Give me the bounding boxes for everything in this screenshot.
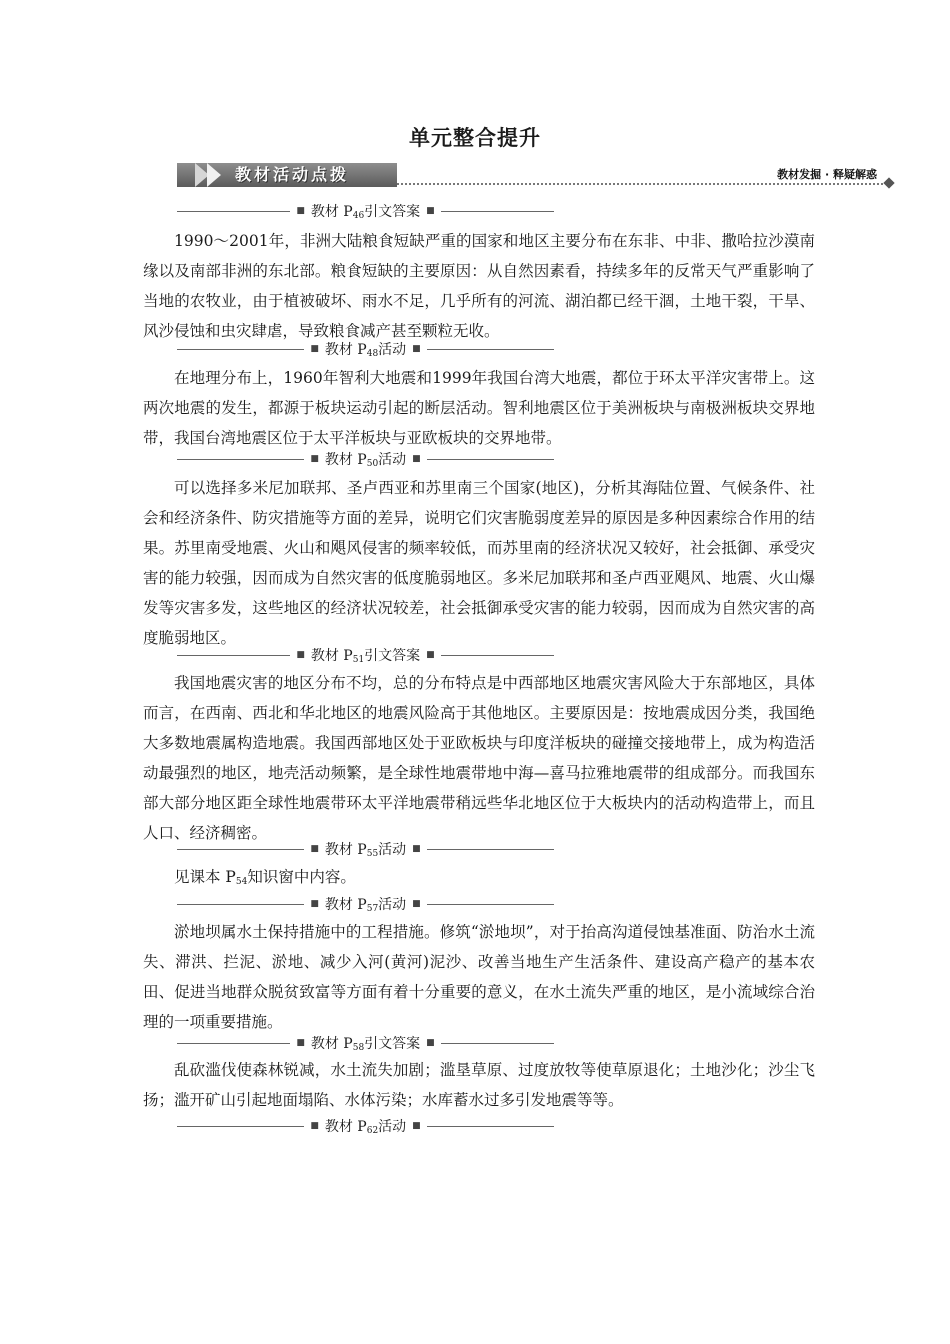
square-icon: ■	[426, 1038, 435, 1048]
divider	[441, 655, 554, 656]
banner-label: 教材活动点拨	[235, 165, 350, 184]
divider	[427, 849, 554, 850]
square-icon: ■	[310, 899, 319, 909]
section-heading-label: 教材 $P_{62}$活动	[324, 1119, 407, 1136]
divider	[427, 904, 554, 905]
square-icon: ■	[310, 454, 319, 464]
section-heading-label: 教材 $P_{58}$引文答案	[310, 1036, 421, 1053]
divider	[177, 459, 304, 460]
square-icon: ■	[426, 206, 435, 216]
banner-right-label: 教材发掘 · 释疑解惑	[777, 168, 877, 181]
section-paragraph: 淤地坝属水土保持措施中的工程措施。修筑“淤地坝”，对于抬高沟道侵蚀基准面、防治水土流失、滞洪、拦泥、淤地、减少入河(黄河)泥沙、改善当地生产生活条件、建设高产稳产的基本农田、促进当地群众脱贫致富等方面有着十分重要的意义，在水土流失严重的地区，是小流域综合治理的一项重要措施。	[143, 923, 815, 1031]
section-heading-label: 教材 $P_{57}$活动	[324, 897, 407, 914]
chevron-right-icon	[207, 163, 221, 187]
section-heading	[177, 643, 554, 667]
section-heading	[177, 199, 554, 223]
divider	[427, 349, 554, 350]
square-icon: ■	[426, 650, 435, 660]
section-paragraph: 我国地震灾害的地区分布不均，总的分布特点是中西部地区地震灾害风险大于东部地区，具体而言，在西南、西北和华北地区的地震风险高于其他地区。主要原因是：按地震成因分类，我国绝大多数地震属构造地震。我国西部地区处于亚欧板块与印度洋板块的碰撞交接地带上，成为构造活动最强烈的地区，地壳活动频繁，是全球性地震带地中海—喜马拉雅地震带的组成部分。而我国东部大部分地区距全球性地震带环太平洋地震带稍远些华北地区位于大板块内的活动构造带上，而且人口、经济稠密。	[143, 674, 815, 842]
section-heading-label: 教材 $P_{55}$活动	[324, 842, 407, 859]
section-paragraph: 在地理分布上，1960年智利大地震和1999年我国台湾大地震，都位于环太平洋灾害带上。这两次地震的发生，都源于板块运动引起的断层活动。智利地震区位于美洲板块与南极洲板块交界地带，我国台湾地震区位于太平洋板块与亚欧板块的交界地带。	[143, 369, 815, 447]
square-icon: ■	[412, 344, 421, 354]
square-icon: ■	[310, 1121, 319, 1131]
square-icon: ■	[412, 899, 421, 909]
divider	[177, 1126, 304, 1127]
section-paragraph: 1990～2001年，非洲大陆粮食短缺严重的国家和地区主要分布在东非、中非、撒哈拉沙漠南缘以及南部非洲的东北部。粮食短缺的主要原因：从自然因素看，持续多年的反常天气严重影响了当地的农牧业，由于植被破坏、雨水不足，几乎所有的河流、湖泊都已经干涸，土地干裂，干旱、风沙侵蚀和虫灾肆虐，导致粮食减产甚至颗粒无收。	[143, 232, 815, 340]
section-paragraph: 乱砍滥伐使森林锐减，水土流失加剧；滥垦草原、过度放牧等使草原退化；土地沙化；沙尘飞扬；滥开矿山引起地面塌陷、水体污染；水库蓄水过多引发地震等等。	[143, 1061, 815, 1109]
banner-dotted-line	[397, 183, 883, 185]
square-icon: ■	[412, 844, 421, 854]
section-banner	[177, 160, 897, 190]
section-heading-label: 教材 $P_{50}$活动	[324, 452, 407, 469]
section-heading-label: 教材 $P_{46}$引文答案	[310, 204, 421, 221]
section-paragraph: 可以选择多米尼加联邦、圣卢西亚和苏里南三个国家(地区)，分析其海陆位置、气候条件、社会和经济条件、防灾措施等方面的差异，说明它们灾害脆弱度差异的原因是多种因素综合作用的结果。苏里南受地震、火山和飓风侵害的频率较低，而苏里南的经济状况又较好，社会抵御、承受灾害的能力较强，因而成为自然灾害的低度脆弱地区。多米尼加联邦和圣卢西亚飓风、地震、火山爆发等灾害多发，这些地区的经济状况较差，社会抵御承受灾害的能力较弱，因而成为自然灾害的高度脆弱地区。	[143, 479, 815, 647]
divider	[177, 1043, 290, 1044]
divider	[177, 655, 290, 656]
divider	[441, 211, 554, 212]
section-heading	[177, 337, 554, 361]
square-icon: ■	[310, 344, 319, 354]
diamond-icon	[883, 177, 894, 188]
divider	[427, 1126, 554, 1127]
square-icon: ■	[296, 1038, 305, 1048]
divider	[427, 459, 554, 460]
section-heading-label: 教材 $P_{51}$引文答案	[310, 648, 421, 665]
section-heading	[177, 837, 554, 861]
divider	[177, 349, 304, 350]
divider	[177, 849, 304, 850]
section-paragraph: 见课本 $P_{54}$知识窗中内容。	[174, 868, 356, 887]
section-heading	[177, 1114, 554, 1138]
square-icon: ■	[296, 650, 305, 660]
divider	[177, 211, 290, 212]
divider	[441, 1043, 554, 1044]
divider	[177, 904, 304, 905]
square-icon: ■	[310, 844, 319, 854]
section-heading	[177, 892, 554, 916]
square-icon: ■	[412, 1121, 421, 1131]
square-icon: ■	[412, 454, 421, 464]
page-title: 单元整合提升	[409, 126, 541, 150]
section-heading	[177, 447, 554, 471]
section-heading-label: 教材 $P_{48}$活动	[324, 342, 407, 359]
square-icon: ■	[296, 206, 305, 216]
section-heading	[177, 1031, 554, 1055]
